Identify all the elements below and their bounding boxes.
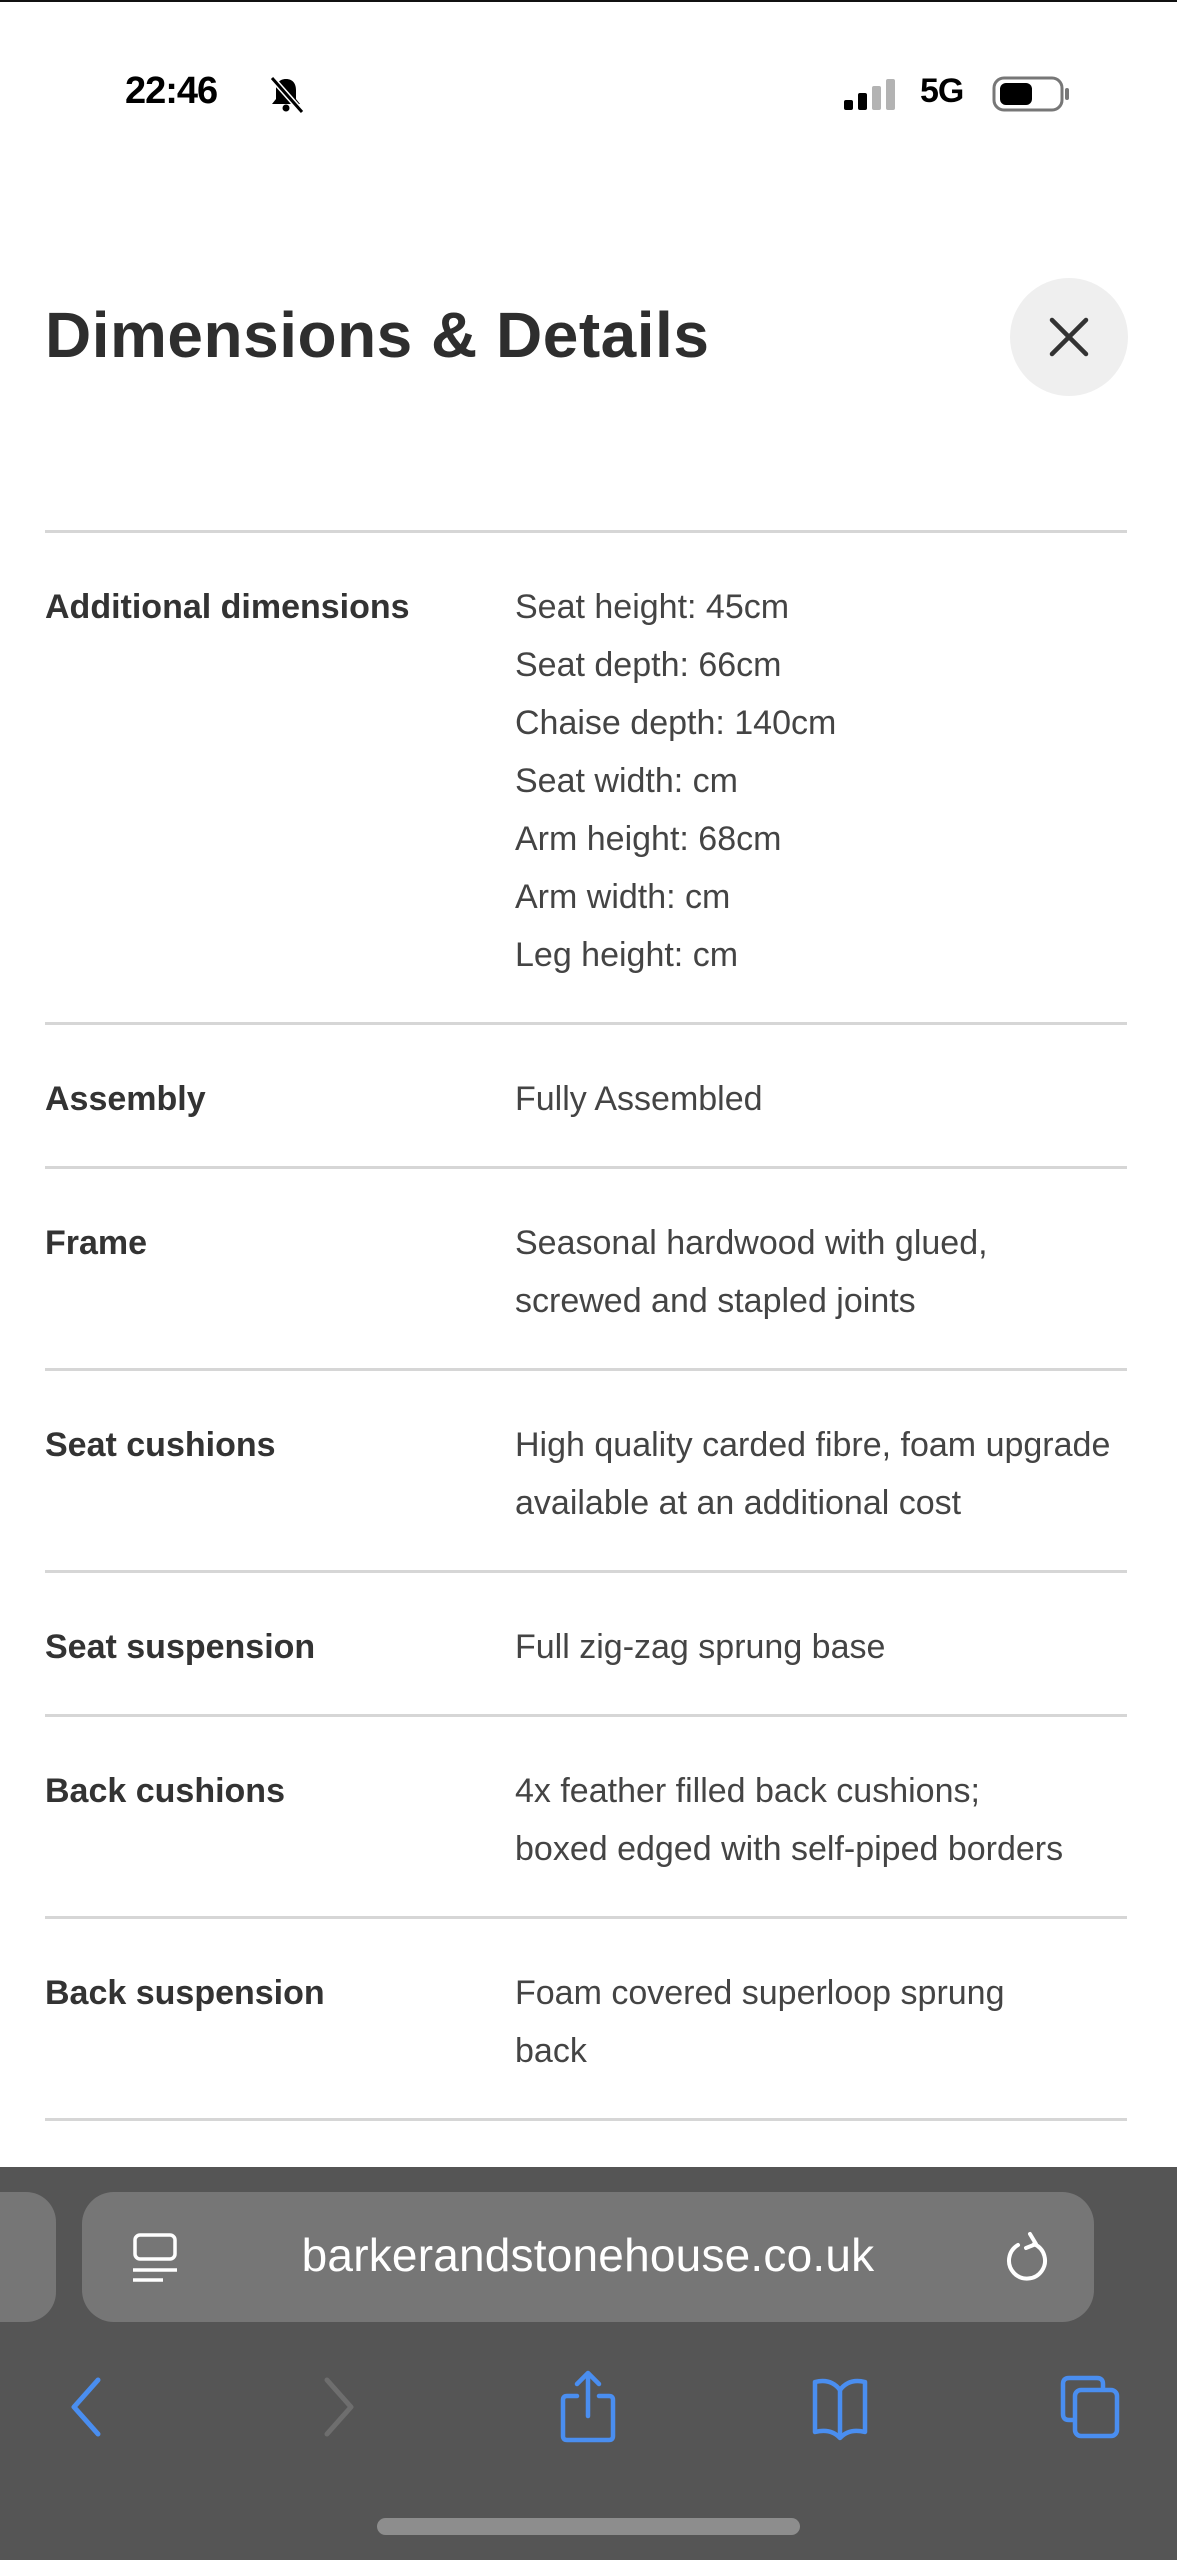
detail-value-text: High quality carded fibre, foam upgrade available at an additional cost (515, 1426, 1111, 1522)
back-icon (50, 2368, 120, 2446)
detail-value (515, 578, 1127, 984)
url-text[interactable]: barkerandstonehouse.co.uk (301, 2229, 875, 2281)
divider (45, 2118, 1127, 2121)
detail-value (515, 1762, 1127, 1878)
previous-tab-preview[interactable] (0, 2192, 56, 2322)
dimension-item: Seat depth: 66cm (515, 646, 782, 684)
detail-row-additional-dimensions (45, 530, 1127, 1022)
detail-value-text: Foam covered superloop sprung back (515, 1974, 1005, 2070)
bell-slash-icon (266, 74, 306, 114)
address-bar[interactable] (82, 2192, 1094, 2322)
detail-value-text: Seasonal hardwood with glued, screwed and stapled joints (515, 1224, 988, 1320)
detail-value (515, 1618, 1127, 1676)
dimension-item: Arm height: 68cm (515, 820, 782, 858)
dimension-item: Chaise depth: 140cm (515, 704, 837, 742)
detail-label: Back suspension (45, 1974, 325, 2012)
status-bar (0, 70, 1177, 120)
dimension-item: Seat width: cm (515, 762, 738, 800)
detail-label: Additional dimensions (45, 588, 410, 626)
detail-value (515, 1214, 1127, 1330)
share-button[interactable] (548, 2357, 628, 2457)
reload-icon[interactable] (1000, 2228, 1054, 2288)
battery-icon (992, 76, 1074, 112)
detail-row-back-cushions (45, 1714, 1127, 1916)
detail-value-text: Full zig-zag sprung base (515, 1628, 886, 1666)
dimension-item: Seat height: 45cm (515, 588, 790, 626)
browser-bottom-bar (0, 2167, 1177, 2560)
detail-label: Seat cushions (45, 1426, 276, 1464)
detail-row-seat-suspension (45, 1570, 1127, 1714)
bookmarks-icon (805, 2368, 875, 2446)
home-indicator[interactable] (377, 2518, 800, 2535)
signal-icon (842, 78, 902, 110)
details-table (45, 530, 1127, 2121)
detail-value (515, 1964, 1127, 2080)
detail-row-assembly (45, 1022, 1127, 1166)
close-button[interactable] (1010, 278, 1128, 396)
tabs-button[interactable] (1050, 2357, 1130, 2457)
dimension-item: Leg height: cm (515, 936, 739, 974)
detail-value (515, 1416, 1127, 1532)
browser-toolbar (0, 2357, 1177, 2457)
detail-label: Back cushions (45, 1772, 285, 1810)
detail-value (515, 1070, 1127, 1128)
detail-label: Frame (45, 1224, 148, 1262)
detail-row-back-suspension (45, 1916, 1127, 2118)
network-type: 5G (920, 72, 964, 110)
detail-label: Assembly (45, 1080, 206, 1118)
forward-icon (305, 2368, 375, 2446)
detail-value-text: Fully Assembled (515, 1080, 763, 1118)
status-time: 22:46 (125, 70, 218, 112)
detail-row-frame (45, 1166, 1127, 1368)
bookmarks-button[interactable] (800, 2357, 880, 2457)
back-button[interactable] (45, 2357, 125, 2457)
top-edge (0, 0, 1177, 2)
forward-button[interactable] (300, 2357, 380, 2457)
tabs-icon (1055, 2368, 1125, 2446)
detail-row-seat-cushions (45, 1368, 1127, 1570)
detail-label: Seat suspension (45, 1628, 316, 1666)
detail-value-text: 4x feather filled back cushions; boxed edged with self-piped borders (515, 1772, 1064, 1868)
share-icon (553, 2368, 623, 2446)
page-title: Dimensions & Details (45, 299, 710, 371)
close-icon (1046, 314, 1092, 360)
dimension-item: Arm width: cm (515, 878, 731, 916)
